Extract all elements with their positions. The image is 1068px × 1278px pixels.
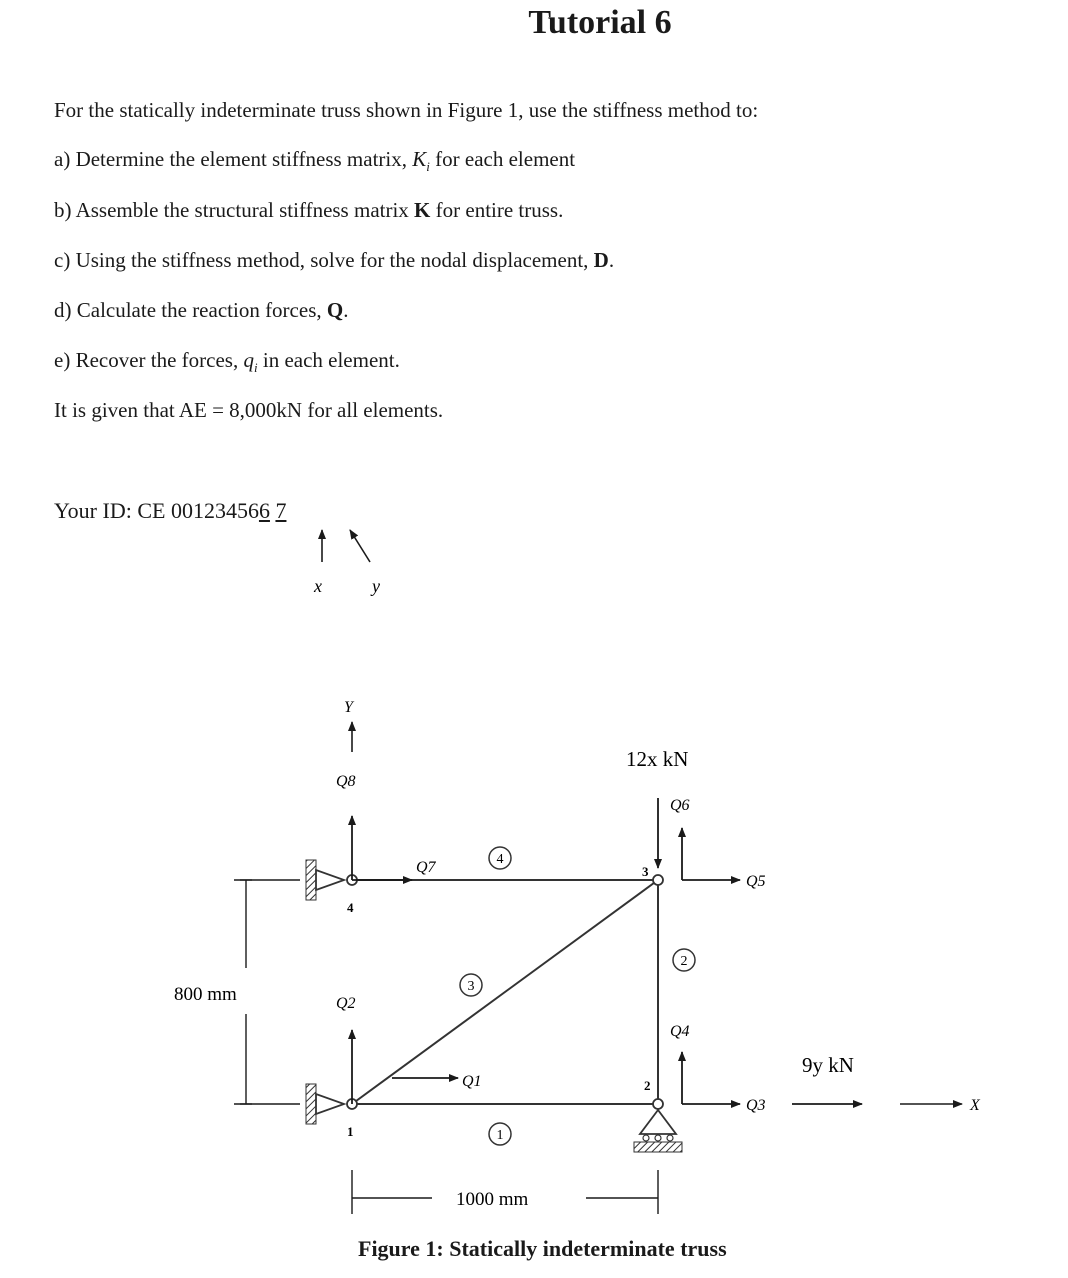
node-label-1: 1 xyxy=(347,1124,354,1139)
dof-label-q4: Q4 xyxy=(670,1023,690,1040)
member-3 xyxy=(352,880,658,1104)
global-axis-x-label: X xyxy=(970,1097,980,1114)
dof-label-q3: Q3 xyxy=(746,1097,766,1114)
element-label-1 xyxy=(489,1123,511,1145)
node-label-3: 3 xyxy=(642,864,649,879)
global-axis-y-label: Y xyxy=(344,699,353,716)
joint-3 xyxy=(653,875,663,885)
svg-text:4: 4 xyxy=(496,852,504,867)
id-digit-x: 6 xyxy=(258,498,270,523)
svg-text:3: 3 xyxy=(467,979,475,994)
id-label-y: y xyxy=(372,576,380,596)
node-label-4: 4 xyxy=(347,900,354,915)
symbol-q-i: $q_i$ xyxy=(243,348,258,376)
figure-caption: Figure 1: Statically indeterminate truss xyxy=(358,1236,727,1261)
pin-support-1 xyxy=(306,1084,357,1124)
dimension-height-label: 800 mm xyxy=(174,984,237,1005)
task-e: e) Recover the forces, $q_i$ in each element. xyxy=(54,348,400,376)
roller-support-2 xyxy=(634,1099,682,1152)
intro-text: For the statically indeterminate truss shown in Figure 1, use the stiffness method to: xyxy=(54,98,759,122)
dof-label-q5: Q5 xyxy=(746,873,766,890)
load-label-top: 12x kN xyxy=(626,747,689,771)
dimension-height xyxy=(234,880,300,1104)
symbol-k-i: $K_i$ xyxy=(412,147,430,175)
load-label-right: 9y kN xyxy=(802,1053,854,1077)
svg-text:2: 2 xyxy=(680,954,688,969)
node-label-2: 2 xyxy=(644,1078,651,1093)
task-c: c) Using the stiffness method, solve for the nodal displacement, D. xyxy=(54,248,615,272)
task-a: a) Determine the element stiffness matrix, $K_i$ for each element xyxy=(54,147,576,175)
task-d: d) Calculate the reaction forces, Q. xyxy=(54,298,349,322)
dof-label-q6: Q6 xyxy=(670,797,690,814)
dimension-width-label: 1000 mm xyxy=(456,1189,529,1210)
dof-label-q8: Q8 xyxy=(336,773,356,790)
id-digit-y: 7 xyxy=(275,498,287,523)
given-statement: It is given that AE = 8,000kN for all elements. xyxy=(54,398,444,422)
id-arrow-y xyxy=(350,530,370,562)
truss-members xyxy=(352,880,658,1104)
svg-text:1: 1 xyxy=(496,1128,504,1143)
dof-label-q1: Q1 xyxy=(462,1073,482,1090)
element-label-3 xyxy=(460,974,482,996)
id-arrows xyxy=(322,530,370,562)
id-label-x: x xyxy=(314,576,322,596)
element-label-4 xyxy=(489,847,511,869)
dof-label-q7: Q7 xyxy=(416,859,436,876)
task-b: b) Assemble the structural stiffness matrix K for entire truss. xyxy=(54,198,564,222)
element-label-2 xyxy=(673,949,695,971)
student-id: Your ID: CE 001234566 7 xyxy=(54,498,287,523)
pin-support-4 xyxy=(306,860,357,900)
dof-label-q2: Q2 xyxy=(336,995,356,1012)
page-title: Tutorial 6 xyxy=(528,4,672,41)
